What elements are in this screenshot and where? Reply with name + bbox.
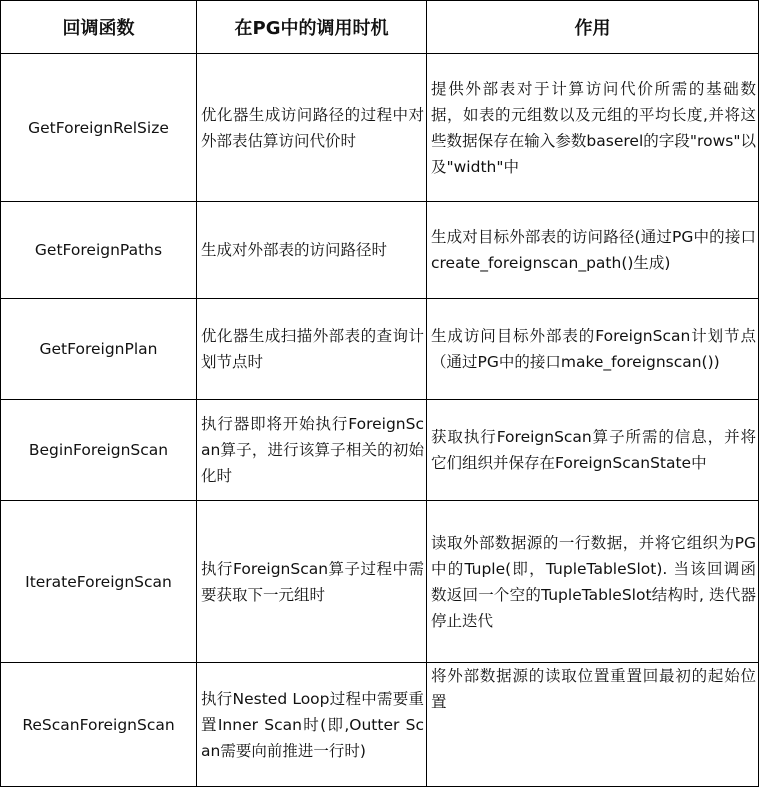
table-row bbox=[1, 663, 759, 787]
table-row bbox=[1, 54, 759, 202]
callback-purpose: 将外部数据源的读取位置重置回最初的起始位置 bbox=[427, 663, 759, 787]
header-row bbox=[1, 1, 759, 54]
callback-name: GetForeignPaths bbox=[1, 202, 197, 299]
header-purpose: 作用 bbox=[427, 1, 759, 54]
table-row bbox=[1, 299, 759, 400]
callback-name: ReScanForeignScan bbox=[1, 663, 197, 787]
callback-name: GetForeignPlan bbox=[1, 299, 197, 400]
callback-name: GetForeignRelSize bbox=[1, 54, 197, 202]
callback-purpose: 获取执行ForeignScan算子所需的信息，并将它们组织并保存在ForeignScanState中 bbox=[427, 400, 759, 501]
callback-timing: 生成对外部表的访问路径时 bbox=[197, 202, 427, 299]
callback-name: IterateForeignScan bbox=[1, 501, 197, 663]
callback-timing: 执行ForeignScan算子过程中需要获取下一元组时 bbox=[197, 501, 427, 663]
callback-timing: 优化器生成扫描外部表的查询计划节点时 bbox=[197, 299, 427, 400]
table-row bbox=[1, 400, 759, 501]
callback-purpose: 生成对目标外部表的访问路径(通过PG中的接口create_foreignscan_path()生成) bbox=[427, 202, 759, 299]
header-timing: 在PG中的调用时机 bbox=[197, 1, 427, 54]
callback-purpose: 读取外部数据源的一行数据，并将它组织为PG中的Tuple(即，TupleTableSlot). 当该回调函数返回一个空的TupleTableSlot结构时, 迭代器停止迭代 bbox=[427, 501, 759, 663]
table-row bbox=[1, 202, 759, 299]
callback-timing: 执行器即将开始执行ForeignScan算子，进行该算子相关的初始化时 bbox=[197, 400, 427, 501]
callback-purpose: 生成访问目标外部表的ForeignScan计划节点（通过PG中的接口make_foreignscan()) bbox=[427, 299, 759, 400]
callback-name: BeginForeignScan bbox=[1, 400, 197, 501]
header-callback: 回调函数 bbox=[1, 1, 197, 54]
callback-timing: 执行Nested Loop过程中需要重置Inner Scan时(即,Outter Scan需要向前推进一行时) bbox=[197, 663, 427, 787]
table-row bbox=[1, 501, 759, 663]
callback-timing: 优化器生成访问路径的过程中对外部表估算访问代价时 bbox=[197, 54, 427, 202]
callback-purpose: 提供外部表对于计算访问代价所需的基础数据，如表的元组数以及元组的平均长度,并将这些数据保存在输入参数baserel的字段"rows"以及"width"中 bbox=[427, 54, 759, 202]
